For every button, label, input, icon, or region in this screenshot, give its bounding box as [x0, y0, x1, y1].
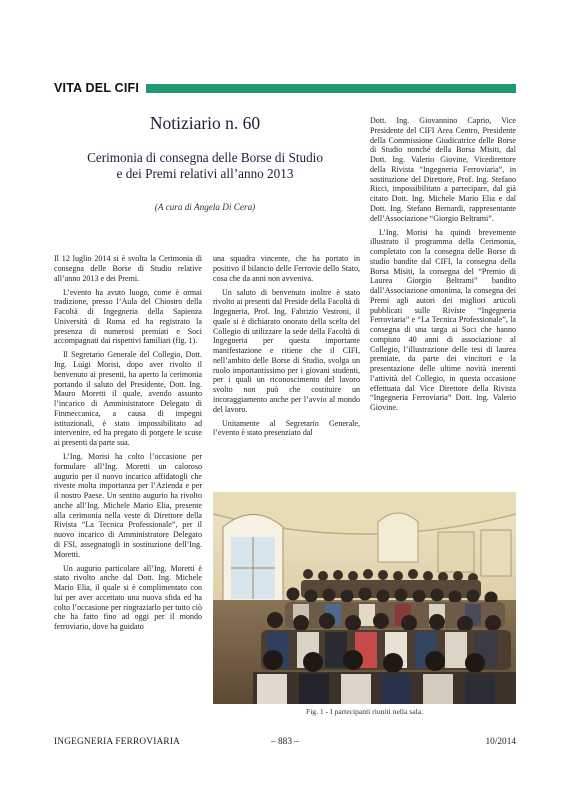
- paragraph: Dott. Ing. Giovannino Caprio, Vice Presidente del CIFI Area Centro, Presidente della Commissione Giudicatrice delle Borse di Studio nonché della Borsa Misiti, dal Dott. Ing. Valerio Giovine, Vicedirettore della Rivista “Ingegneria Ferroviaria”, in sostituzione del Direttore, Prof. Ing. Stefano Ricci, impossibilitato a partecipare, dal già citato Dott. Ing. Michele Mario Elia e dal Dott. Ing. Stefano Bernardi, rappresentante dell’Associazione “Giorgio Beltrami”.: [370, 116, 516, 223]
- footer-journal: INGEGNERIA FERROVIARIA: [54, 737, 181, 747]
- paragraph: L’Ing. Morisi ha quindi brevemente illustrato il programma della Cerimonia, completato con la consegna delle Borse di studio bandite dal CIFI, la consegna della Borsa Misiti, la consegna del “Premio di Laurea Giorgio Beltrami” bandito dall’Associazione omonima, la consegna dei Premi agli autori dei migliori articoli pubblicati sulle Riviste “Ingegneria Ferroviaria” e “La Tecnica Professionale”, la consegna di una targa ai Soci che hanno compiuto 40 anni di associazione al Collegio, l’illustrazione delle tesi di laurea premiate, da parte dei vincitori e la presentazione delle ultime novità inerenti l’attività del Collegio, in questa occasione effettuata dal Vice Direttore della Rivista “Ingegneria Ferroviaria” Dott. Ing. Valerio Giovine.: [370, 227, 516, 413]
- paragraph: Unitamente al Segretario Generale, l’evento è stato presenziato dal: [213, 418, 360, 438]
- audience-photo-illustration: [213, 492, 516, 704]
- paragraph: L’evento ha avuto luogo, come è ormai tradizione, presso l’Aula del Chiostro della Facoltà di Ingegneria della Sapienza Università di Roma ed ha registrato la presenza di numerosi premiati e Soci accompagnati dai rispettivi familiari (fig. 1).: [54, 287, 202, 346]
- footer-issue: 10/2014: [485, 737, 516, 747]
- column-1: [54, 254, 202, 636]
- paragraph: L’Ing. Morisi ha colto l’occasione per formulare all’Ing. Moretti un caloroso augurio per il nuovo incarico affidatogli che riveste molta importanza per l’Azienda e per il nostro Paese. Un sentito augurio ha rivolto anche all’Ing. Michele Mario Elia, presente alla cerimonia nella veste di Direttore della Rivista “La Tecnica Professionale”, per il nuovo incarico di Amministratore Delegato di FSI, assegnatogli in sostituzione dell’Ing. Moretti.: [54, 452, 202, 559]
- footer-page-number: – 883 –: [271, 737, 299, 747]
- figure-1-photo: [213, 492, 516, 704]
- paragraph: una squadra vincente, che ha portato in positivo il bilancio delle Ferrovie dello Stato, cosa che da anni non avveniva.: [213, 254, 360, 283]
- subtitle-line-2: e dei Premi relativi all’anno 2013: [116, 165, 294, 181]
- figure-caption: Fig. 1 - I partecipanti riuniti nella sala.: [305, 707, 424, 716]
- section-bar: [146, 84, 516, 93]
- article-subtitle: [54, 150, 356, 181]
- paragraph: Il Segretario Generale del Collegio, Dott. Ing. Luigi Morisi, dopo aver rivolto il benvenuto ai presenti, ha aperto la cerimonia portando il saluto del Presidente, Dott. Ing. Mauro Moretti il quale, avendo assunto l’incarico di Amministratore Delegato di Finmeccanica, a causa di impegni istituzionali, è stato impossibilitato ad intervenire, ed ha pregato di porgere le scuse ai presenti da parte sua.: [54, 350, 202, 448]
- column-2: [213, 254, 360, 442]
- section-tag: VITA DEL CIFI: [54, 81, 140, 95]
- paragraph: Il 12 luglio 2014 si è svolta la Cerimonia di consegna delle Borse di Studio relative all’anno 2013 e dei Premi.: [54, 254, 202, 283]
- paragraph: Un augurio particolare all’Ing. Moretti è stato rivolto anche dal Dott. Ing. Michele Mario Elia, il quale si è complimentato con lui per aver accettato una nuova sfida ed ha colto l’occasione per ringraziarlo per tutto ciò che ha fatto fino ad oggi per il mondo ferroviario, dove ha guidato: [54, 563, 202, 632]
- subtitle-line-1: Cerimonia di consegna delle Borse di Studio: [87, 150, 323, 165]
- article-author: (A cura di Angela Di Cera): [154, 202, 256, 212]
- column-3: [370, 116, 516, 417]
- article-title: Notiziario n. 60: [149, 113, 261, 133]
- paragraph: Un saluto di benvenuto inoltre è stato rivolto ai presenti dal Preside della Facoltà di Ingegneria, Prof. Ing. Fabrizio Vestroni, il quale si è dichiarato onorato della scelta del Collegio di utilizzare la sede della Facoltà di Ingegneria per questa importante manifestazione e ritiene che il CIFI, nell’ambito delle Borse di Studio, svolga un ruolo importantissimo per i giovani studenti, per i quali un riconoscimento del lavoro svolto non può che costituire un incoraggiamento anche per l’avvio al mondo del lavoro.: [213, 287, 360, 414]
